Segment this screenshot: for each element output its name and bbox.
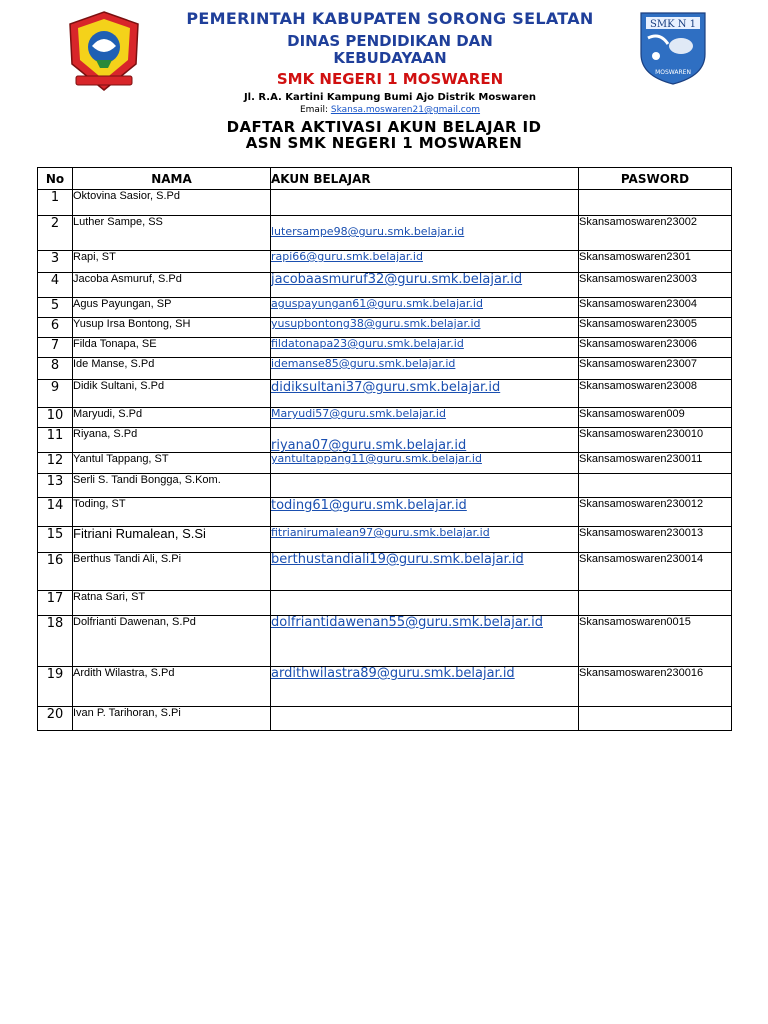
row-number: 18 xyxy=(38,616,73,667)
row-name: Didik Sultani, S.Pd xyxy=(73,380,271,408)
row-password: Skansamoswaren230016 xyxy=(579,667,732,707)
row-password: Skansamoswaren23007 xyxy=(579,358,732,380)
row-password: Skansamoswaren230014 xyxy=(579,553,732,591)
row-password: Skansamoswaren230013 xyxy=(579,527,732,553)
title-line2: ASN SMK NEGERI 1 MOSWAREN xyxy=(245,134,523,152)
table-row xyxy=(38,338,732,358)
school-logo-text: SMK N 1 xyxy=(649,19,697,30)
row-name: Riyana, S.Pd xyxy=(73,428,271,453)
row-account xyxy=(271,527,579,553)
table-row xyxy=(38,380,732,408)
row-number: 14 xyxy=(38,498,73,527)
row-account xyxy=(271,591,579,616)
table-row xyxy=(38,591,732,616)
row-account xyxy=(271,318,579,338)
table-row xyxy=(38,298,732,318)
table-row xyxy=(38,273,732,298)
row-number: 9 xyxy=(38,380,73,408)
account-email-link[interactable]: fildatonapa23@guru.smk.belajar.id xyxy=(271,337,464,350)
table-row xyxy=(38,190,732,216)
account-email-link[interactable]: toding61@guru.smk.belajar.id xyxy=(271,498,467,513)
row-account xyxy=(271,338,579,358)
row-password: Skansamoswaren23006 xyxy=(579,338,732,358)
row-account xyxy=(271,298,579,318)
row-name: Yusup Irsa Bontong, SH xyxy=(73,318,271,338)
row-name: Serli S. Tandi Bongga, S.Kom. xyxy=(73,474,271,498)
document-title xyxy=(0,119,768,151)
row-number: 15 xyxy=(38,527,73,553)
row-name: Filda Tonapa, SE xyxy=(73,338,271,358)
government-name: PEMERINTAH KABUPATEN SORONG SELATAN xyxy=(186,9,594,28)
row-account xyxy=(271,616,579,667)
table-row xyxy=(38,707,732,731)
row-name: Agus Payungan, SP xyxy=(73,298,271,318)
row-password xyxy=(579,474,732,498)
account-email-link[interactable]: Maryudi57@guru.smk.belajar.id xyxy=(271,407,446,420)
row-account xyxy=(271,380,579,408)
school-logo-caption: MOSWAREN xyxy=(655,69,691,76)
title-line1: DAFTAR AKTIVASI AKUN BELAJAR ID xyxy=(226,118,542,136)
row-number: 8 xyxy=(38,358,73,380)
row-number: 3 xyxy=(38,251,73,273)
row-password: Skansamoswaren0015 xyxy=(579,616,732,667)
table-row xyxy=(38,553,732,591)
school-name: SMK NEGERI 1 MOSWAREN xyxy=(276,70,504,88)
row-number: 19 xyxy=(38,667,73,707)
row-name: Luther Sampe, SS xyxy=(73,216,271,251)
account-email-link[interactable]: ardithwilastra89@guru.smk.belajar.id xyxy=(271,666,515,681)
row-number: 10 xyxy=(38,408,73,428)
row-number: 16 xyxy=(38,553,73,591)
row-password: Skansamoswaren230011 xyxy=(579,453,732,474)
row-password: Skansamoswaren23005 xyxy=(579,318,732,338)
letterhead xyxy=(0,0,768,115)
row-account xyxy=(271,273,579,298)
header-akun: AKUN BELAJAR xyxy=(271,168,579,190)
row-password: Skansamoswaren009 xyxy=(579,408,732,428)
table-row xyxy=(38,667,732,707)
row-name: Dolfrianti Dawenan, S.Pd xyxy=(73,616,271,667)
school-logo-icon xyxy=(638,10,708,86)
account-email-link[interactable]: didiksultani37@guru.smk.belajar.id xyxy=(271,380,501,395)
row-name: Jacoba Asmuruf, S.Pd xyxy=(73,273,271,298)
account-email-link[interactable]: lutersampe98@guru.smk.belajar.id xyxy=(271,225,465,238)
row-number: 4 xyxy=(38,273,73,298)
account-email-link[interactable]: rapi66@guru.smk.belajar.id xyxy=(271,250,423,263)
row-name: Toding, ST xyxy=(73,498,271,527)
account-email-link[interactable]: berthustandiali19@guru.smk.belajar.id xyxy=(271,552,524,567)
table-row xyxy=(38,408,732,428)
account-email-link[interactable]: riyana07@guru.smk.belajar.id xyxy=(271,438,467,453)
row-account xyxy=(271,553,579,591)
table-row xyxy=(38,358,732,380)
email-line xyxy=(140,105,640,116)
header-nama: NAMA xyxy=(73,168,271,190)
row-name: Maryudi, S.Pd xyxy=(73,408,271,428)
table-row xyxy=(38,428,732,453)
row-account xyxy=(271,667,579,707)
row-password: Skansamoswaren2301 xyxy=(579,251,732,273)
row-number: 13 xyxy=(38,474,73,498)
row-number: 17 xyxy=(38,591,73,616)
account-table xyxy=(37,167,732,731)
table-row xyxy=(38,474,732,498)
row-name: Ide Manse, S.Pd xyxy=(73,358,271,380)
row-account xyxy=(271,251,579,273)
row-number: 6 xyxy=(38,318,73,338)
row-account xyxy=(271,453,579,474)
row-password xyxy=(579,591,732,616)
table-row xyxy=(38,616,732,667)
row-name: Yantul Tappang, ST xyxy=(73,453,271,474)
account-email-link[interactable]: idemanse85@guru.smk.belajar.id xyxy=(271,357,456,370)
table-row xyxy=(38,498,732,527)
row-name: Rapi, ST xyxy=(73,251,271,273)
row-number: 7 xyxy=(38,338,73,358)
row-number: 11 xyxy=(38,428,73,453)
row-number: 12 xyxy=(38,453,73,474)
row-number: 2 xyxy=(38,216,73,251)
row-account xyxy=(271,408,579,428)
row-number: 1 xyxy=(38,190,73,216)
row-password xyxy=(579,190,732,216)
row-account xyxy=(271,428,579,453)
row-number: 20 xyxy=(38,707,73,731)
row-account xyxy=(271,216,579,251)
row-name: Ardith Wilastra, S.Pd xyxy=(73,667,271,707)
email-label: Email: xyxy=(299,105,328,115)
account-email-link[interactable]: fitrianirumalean97@guru.smk.belajar.id xyxy=(271,526,490,539)
row-password: Skansamoswaren230010 xyxy=(579,428,732,453)
row-password xyxy=(579,707,732,731)
email-link[interactable]: Skansa.moswaren21@gmail.com xyxy=(330,105,481,115)
account-email-link[interactable]: dolfriantidawenan55@guru.smk.belajar.id xyxy=(271,615,543,630)
department-name-line1: DINAS PENDIDIKAN DAN xyxy=(287,32,493,50)
row-name: Oktovina Sasior, S.Pd xyxy=(73,190,271,216)
row-password: Skansamoswaren23008 xyxy=(579,380,732,408)
row-password: Skansamoswaren23004 xyxy=(579,298,732,318)
row-password: Skansamoswaren230012 xyxy=(579,498,732,527)
row-name: Fitriani Rumalean, S.Si xyxy=(73,527,271,553)
school-address: Jl. R.A. Kartini Kampung Bumi Ajo Distrik Moswaren xyxy=(243,92,537,103)
row-account xyxy=(271,498,579,527)
account-email-link[interactable]: yantultappang11@guru.smk.belajar.id xyxy=(271,452,482,465)
account-email-link[interactable]: aguspayungan61@guru.smk.belajar.id xyxy=(271,297,483,310)
table-row xyxy=(38,216,732,251)
regency-emblem-icon xyxy=(66,10,142,92)
table-row xyxy=(38,318,732,338)
row-account xyxy=(271,358,579,380)
header-password: PASWORD xyxy=(579,168,732,190)
department-name-line2: KEBUDAYAAN xyxy=(333,49,447,67)
letterhead-text xyxy=(140,10,640,116)
row-name: Ivan P. Tarihoran, S.Pi xyxy=(73,707,271,731)
row-name: Ratna Sari, ST xyxy=(73,591,271,616)
header-no: No xyxy=(38,168,73,190)
table-row xyxy=(38,251,732,273)
row-name: Berthus Tandi Ali, S.Pi xyxy=(73,553,271,591)
account-email-link[interactable]: yusupbontong38@guru.smk.belajar.id xyxy=(271,317,481,330)
account-email-link[interactable]: jacobaasmuruf32@guru.smk.belajar.id xyxy=(271,272,523,287)
table-header-row xyxy=(38,168,732,190)
row-account xyxy=(271,190,579,216)
row-password: Skansamoswaren23003 xyxy=(579,273,732,298)
row-password: Skansamoswaren23002 xyxy=(579,216,732,251)
table-row xyxy=(38,453,732,474)
row-account xyxy=(271,707,579,731)
row-number: 5 xyxy=(38,298,73,318)
row-account xyxy=(271,474,579,498)
table-row xyxy=(38,527,732,553)
